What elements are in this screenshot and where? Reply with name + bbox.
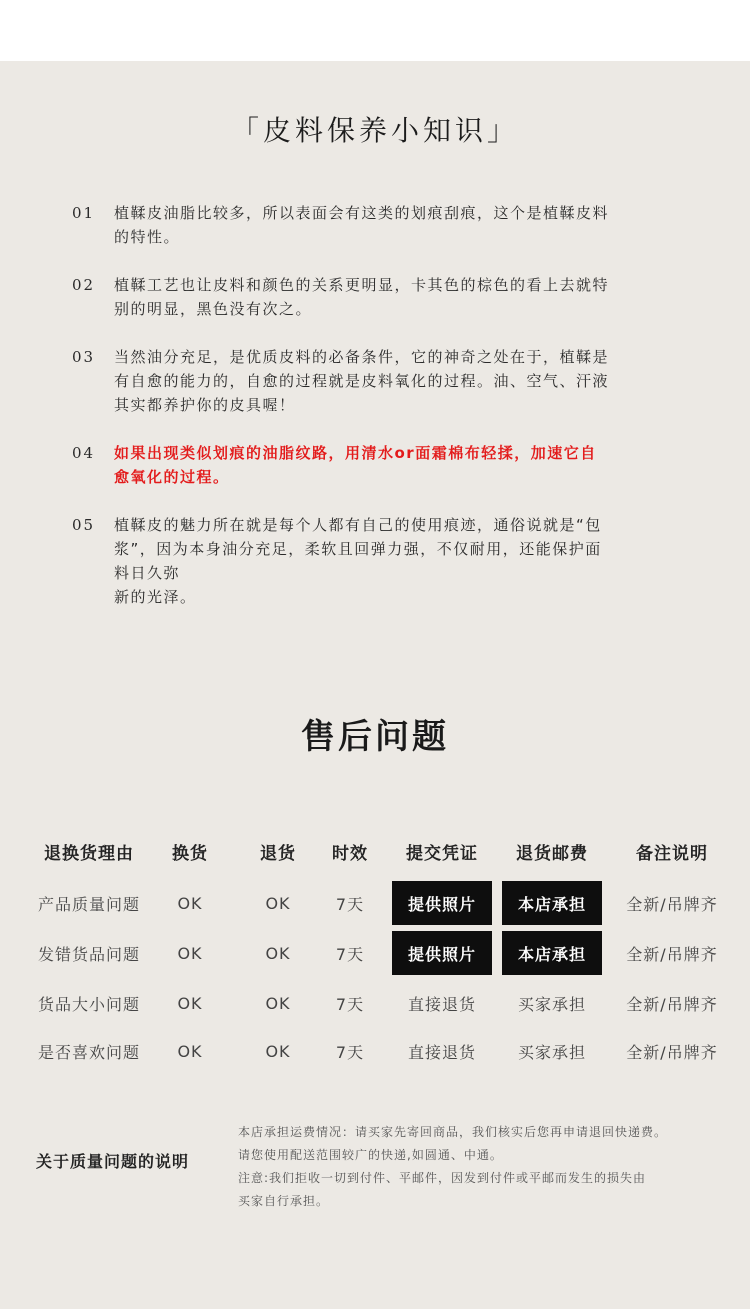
table-cell: OK [265,993,291,1013]
table-cell-dark: 提供照片 [392,881,492,925]
tip-number: 02 [72,276,96,294]
header-cell: 提交凭证 [406,843,478,864]
table-cell: 是否喜欢问题 [37,1042,140,1062]
table-cell: 7天 [335,1042,365,1062]
header-cell: 退换货理由 [44,843,134,864]
tip-item [72,273,652,321]
table-cell: 产品质量问题 [37,894,140,914]
tip-text: 植鞣工艺也让皮料和颜色的关系更明显，卡其色的棕色的看上去就特 别的明显，黑色没有次之。 [114,276,610,318]
table-cell: OK [265,1041,291,1061]
table-cell-dark: 提供照片 [392,931,492,975]
table-cell: 全新/吊牌齐 [626,944,718,964]
tip-number: 04 [72,444,96,462]
care-title: 「皮料保养小知识」 [230,114,519,147]
table-cell: OK [265,893,291,913]
table-cell: 直接退货 [407,994,476,1014]
table-cell: OK [177,993,203,1013]
header-cell: 备注说明 [636,843,708,864]
table-cell: OK [177,1041,203,1061]
header-cell: 时效 [332,843,368,864]
table-cell: 全新/吊牌齐 [626,1042,718,1062]
tip-item [72,345,652,417]
table-cell: 7天 [335,894,365,914]
quality-note-text: 本店承担运费情况：请买家先寄回商品，我们核实后您再申请退回快递费。 请您使用配送范围较广的快递,如圆通、中通。 注意:我们拒收一切到付件、平邮件，因发到付件或平邮而发生的损失由 买家自行承担。 [238,1125,668,1208]
content-panel [0,61,750,1309]
table-cell: 发错货品问题 [37,944,140,964]
table-cell: 直接退货 [407,1042,476,1062]
table-cell: 全新/吊牌齐 [626,994,718,1014]
tip-text: 植鞣皮的魅力所在就是每个人都有自己的使用痕迹，通俗说就是“包 浆”，因为本身油分充足，柔软且回弹力强，不仅耐用，还能保护面 料日久弥 新的光泽。 [114,516,602,606]
table-cell: OK [265,943,291,963]
tip-item [72,201,652,249]
tip-item-highlight [72,441,652,489]
table-cell: 买家承担 [517,1042,586,1062]
top-white-strip [0,0,750,61]
table-cell: 买家承担 [517,994,586,1014]
table-cell: 全新/吊牌齐 [626,894,718,914]
tip-number: 03 [72,348,96,366]
table-cell: 货品大小问题 [37,994,140,1014]
table-cell-dark: 本店承担 [502,931,602,975]
table-row [30,979,730,1027]
table-cell: OK [177,943,203,963]
table-row [30,1027,730,1075]
header-cell: 退货 [260,843,296,864]
table-header [30,827,730,875]
tip-text: 植鞣皮油脂比较多，所以表面会有这类的划痕刮痕，这个是植鞣皮料 的特性。 [114,204,610,246]
header-cell: 换货 [172,843,208,864]
tip-item [72,513,652,609]
aftersales-title: 售后问题 [301,717,449,757]
table-row [30,879,730,927]
table-cell: 7天 [335,994,365,1014]
quality-note-title: 关于质量问题的说明 [36,1152,190,1171]
table-row [30,929,730,977]
tip-number: 01 [72,204,96,222]
tip-text: 如果出现类似划痕的油脂纹路，用清水or面霜棉布轻揉，加速它自 愈氧化的过程。 [114,444,597,486]
table-cell: 7天 [335,944,365,964]
tip-text: 当然油分充足，是优质皮料的必备条件，它的神奇之处在于，植鞣是 有自愈的能力的，自愈的过程就是皮料氧化的过程。油、空气、汗液 其实都养护你的皮具喔！ [114,348,610,414]
header-cell: 退货邮费 [516,843,588,864]
tip-number: 05 [72,516,96,534]
table-cell: OK [177,893,203,913]
table-cell-dark: 本店承担 [502,881,602,925]
